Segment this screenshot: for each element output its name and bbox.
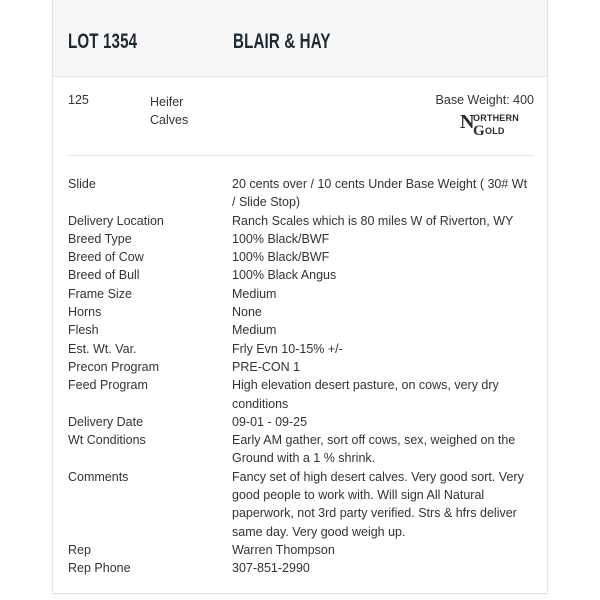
detail-row [68, 358, 538, 376]
detail-row [68, 559, 538, 577]
detail-label: Breed of Cow [68, 250, 144, 265]
detail-value: 307-851-2990 [232, 561, 310, 576]
lot-summary [53, 76, 547, 156]
svg-text:N: N [460, 111, 475, 133]
detail-value: 100% Black Angus [232, 268, 337, 283]
detail-value: None [232, 305, 262, 320]
svg-text:OLD: OLD [485, 126, 505, 136]
detail-value: 100% Black/BWF [232, 231, 330, 246]
detail-value: 100% Black/BWF [232, 250, 330, 265]
detail-row [68, 376, 538, 413]
lot-details [68, 175, 538, 578]
lot-number: LOT 1354 [68, 30, 138, 53]
detail-value: PRE-CON 1 [232, 359, 301, 374]
detail-label: Delivery Location [68, 213, 164, 228]
detail-value: Medium [232, 286, 277, 301]
detail-row [68, 248, 538, 266]
detail-row [68, 340, 538, 358]
detail-label: Precon Program [68, 359, 160, 374]
base-weight: Base Weight: 400 [435, 93, 534, 107]
detail-row [68, 321, 538, 339]
detail-label: Slide [68, 177, 96, 191]
detail-row [68, 431, 538, 468]
detail-row [68, 285, 538, 303]
detail-label: Comments [68, 469, 129, 484]
detail-label: Delivery Date [68, 414, 144, 429]
detail-label: Frame Size [68, 286, 132, 301]
detail-row [68, 468, 538, 541]
svg-text:G: G [473, 123, 485, 136]
detail-value: Fancy set of high desert calves. Very good sort. Very good people to work with. Will sign All Natural paperwork, not 3rd party verified. Strs & hfrs deliver same day. Very good weigh up. [232, 469, 524, 539]
detail-value: 09-01 - 09-25 [232, 414, 308, 429]
detail-label: Flesh [68, 323, 99, 338]
detail-row [68, 541, 538, 559]
detail-label: Wt Conditions [68, 433, 146, 448]
detail-label: Feed Program [68, 378, 148, 393]
detail-label: Rep Phone [68, 561, 131, 576]
detail-label: Horns [68, 305, 102, 320]
detail-label: Rep [68, 542, 91, 557]
lot-card [52, 0, 548, 594]
svg-text:ORTHERN: ORTHERN [473, 113, 519, 123]
detail-row [68, 212, 538, 230]
detail-value: Frly Evn 10-15% +/- [232, 341, 343, 356]
detail-label: Est. Wt. Var. [68, 341, 137, 356]
detail-value: Warren Thompson [232, 542, 335, 557]
cattle-type-line2: Calves [150, 113, 189, 127]
lot-header [53, 0, 547, 77]
detail-value: Early AM gather, sort off cows, sex, weighed on the Ground with a 1 % shrink. [232, 433, 516, 466]
cattle-type [150, 93, 210, 129]
detail-row [68, 230, 538, 248]
cattle-type-line1: Heifer [150, 95, 184, 109]
seller-name: BLAIR & HAY [233, 30, 331, 53]
detail-row [68, 266, 538, 284]
detail-label: Breed Type [68, 231, 132, 246]
detail-value: High elevation desert pasture, on cows, very dry conditions [232, 378, 499, 411]
summary-divider [68, 155, 534, 156]
detail-label: Breed of Bull [68, 268, 140, 283]
detail-row [68, 175, 538, 212]
detail-value: Medium [232, 323, 277, 338]
head-count: 125 [68, 93, 89, 107]
detail-row [68, 303, 538, 321]
northern-gold-logo [459, 110, 535, 136]
detail-row [68, 413, 538, 431]
detail-value: Ranch Scales which is 80 miles W of Riverton, WY [232, 213, 514, 228]
detail-value: 20 cents over / 10 cents Under Base Weight ( 30# Wt / Slide Stop) [232, 177, 528, 210]
